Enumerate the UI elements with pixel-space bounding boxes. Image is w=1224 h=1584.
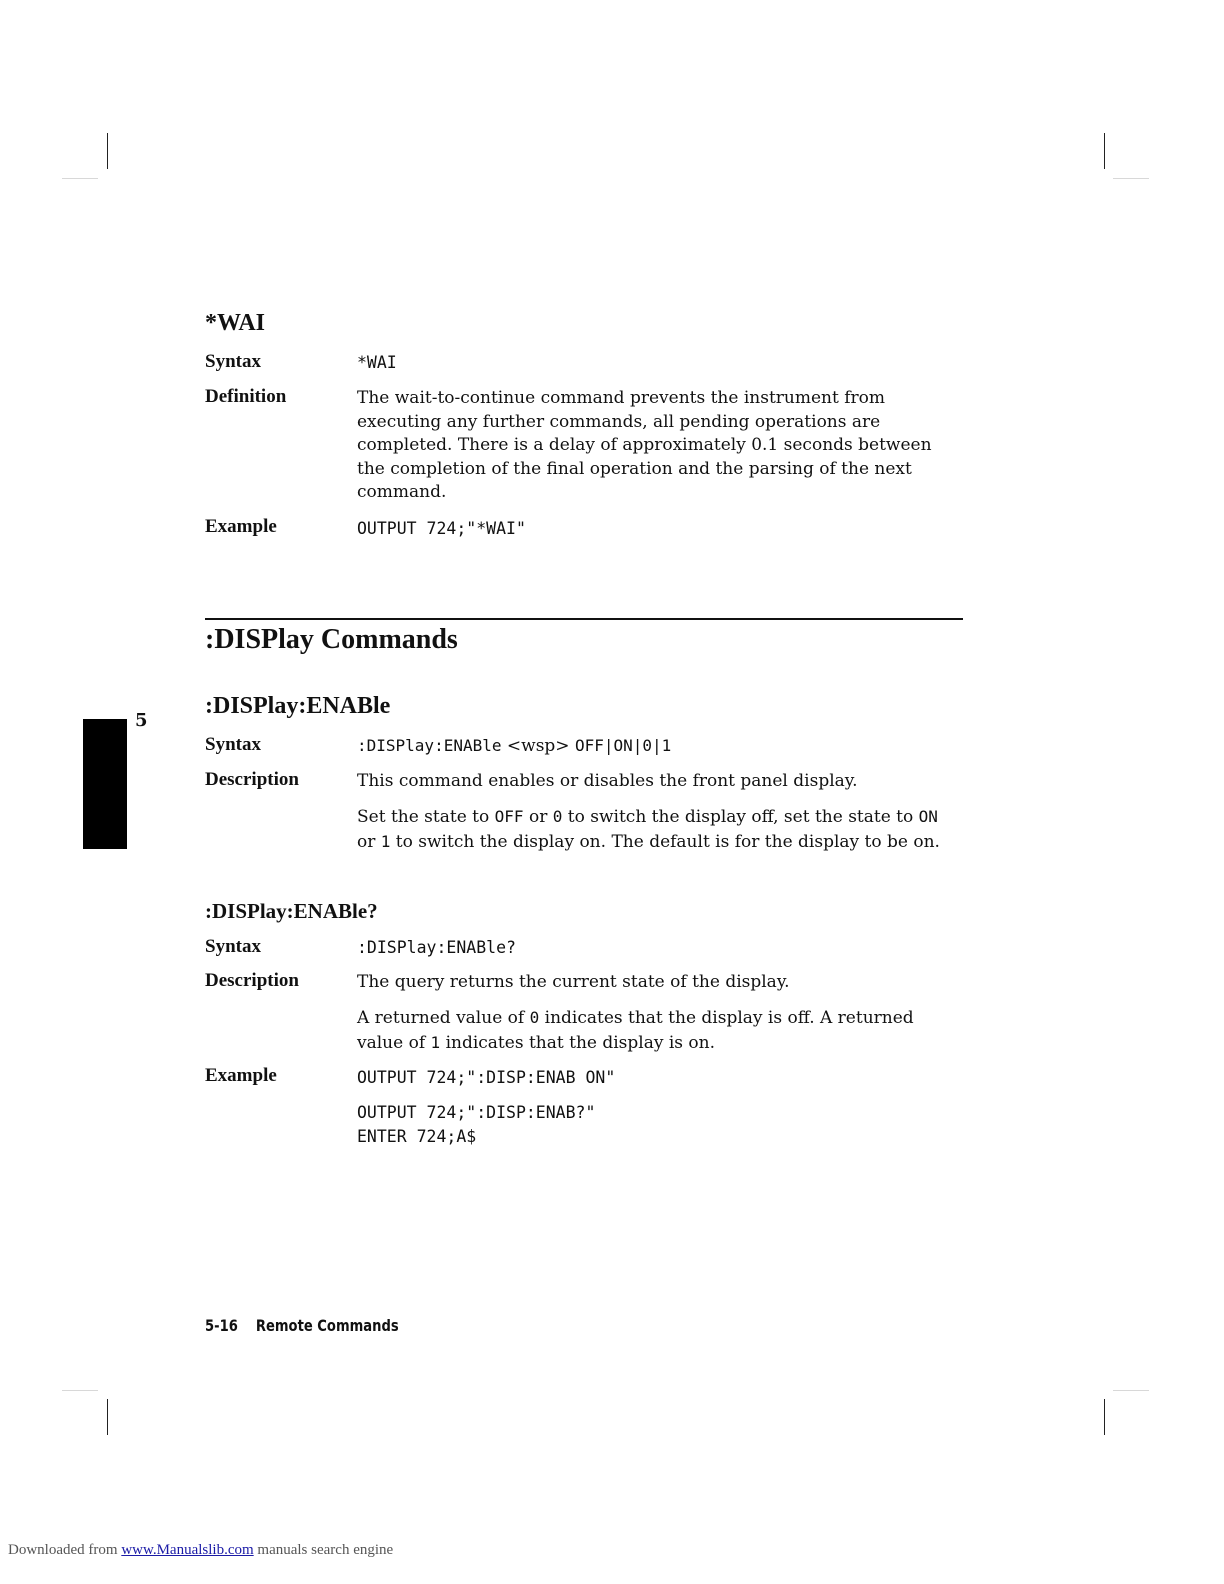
wai-definition-label: Definition (205, 386, 287, 407)
wai-example-label: Example (205, 516, 277, 537)
crop-mark-top-left-h (62, 178, 98, 179)
query-desc-text-b: indicates that the display is off. A returned value of (357, 1008, 914, 1053)
enable-description: This command enables or disables the front panel display. (357, 771, 858, 791)
enable-desc-text-b: or (523, 807, 553, 827)
enable-heading: :DISPlay:ENABle (205, 693, 391, 719)
enable-query-syntax-label: Syntax (205, 936, 261, 957)
query-desc-zero: 0 (529, 1008, 540, 1027)
crop-mark-top-left (107, 133, 108, 169)
crop-mark-bottom-left (107, 1399, 108, 1435)
chapter-name: Remote Commands (255, 1316, 399, 1335)
enable-desc-text-e: to switch the display on. The default is for the display to be on. (390, 831, 940, 852)
enable-query-example-label: Example (205, 1065, 277, 1086)
manualslib-link[interactable]: www.Manualslib.com (121, 1542, 254, 1558)
enable-desc-text-a: Set the state to (357, 807, 495, 827)
enable-syntax (357, 734, 957, 759)
chapter-tab (83, 719, 127, 849)
enable-syntax-wsp: <wsp> (506, 736, 570, 756)
enable-syntax-cmd: :DISPlay:ENABle (357, 736, 502, 755)
enable-query-heading: :DISPlay:ENABle? (205, 899, 378, 923)
crop-mark-bottom-right (1104, 1399, 1105, 1435)
enable-syntax-args: OFF|ON|0|1 (574, 736, 672, 755)
download-prefix: Downloaded from (8, 1542, 122, 1558)
enable-desc-on: ON (918, 807, 938, 826)
enable-syntax-label: Syntax (205, 734, 261, 755)
crop-mark-bottom-right-h (1113, 1390, 1149, 1391)
enable-query-syntax: :DISPlay:ENABle? (357, 938, 516, 957)
wai-syntax: *WAI (357, 353, 397, 372)
enable-description-label: Description (205, 769, 299, 790)
enable-query-description-values (357, 1006, 917, 1055)
query-desc-text-a: A returned value of (357, 1008, 530, 1028)
enable-query-example-2: OUTPUT 724;":DISP:ENAB?" ENTER 724;A$ (357, 1103, 596, 1146)
enable-desc-text-c: to switch the display off, set the state to (562, 807, 919, 827)
chapter-tab-number: 5 (135, 710, 148, 731)
query-desc-one: 1 (430, 1032, 441, 1052)
page-footer (205, 1316, 399, 1335)
wai-heading: *WAI (205, 310, 266, 336)
wai-definition: The wait-to-continue command prevents the instrument from executing any further commands, all pending operations are completed. There is a delay of approximately 0.1 seconds between the completion of the final operation and the parsing of the next command. (357, 388, 932, 502)
enable-desc-text-d: or (357, 831, 381, 852)
section-rule (205, 618, 963, 620)
enable-query-description: The query returns the current state of the display. (357, 972, 790, 992)
wai-example: OUTPUT 724;"*WAI" (357, 519, 526, 538)
enable-desc-off: OFF (494, 807, 524, 826)
download-notice (8, 1542, 393, 1559)
enable-description-states (357, 805, 957, 854)
display-section-title: :DISPlay Commands (205, 624, 458, 655)
enable-query-description-label: Description (205, 970, 299, 991)
crop-mark-top-right (1104, 133, 1105, 169)
page-number: 5-16 (205, 1316, 238, 1335)
crop-mark-top-right-h (1113, 178, 1149, 179)
enable-query-example-1: OUTPUT 724;":DISP:ENAB ON" (357, 1068, 616, 1087)
enable-desc-zero: 0 (552, 807, 563, 826)
crop-mark-bottom-left-h (62, 1390, 98, 1391)
enable-desc-one: 1 (380, 831, 391, 851)
download-suffix: manuals search engine (253, 1542, 394, 1558)
wai-syntax-label: Syntax (205, 351, 261, 372)
query-desc-text-c: indicates that the display is on. (440, 1032, 716, 1053)
